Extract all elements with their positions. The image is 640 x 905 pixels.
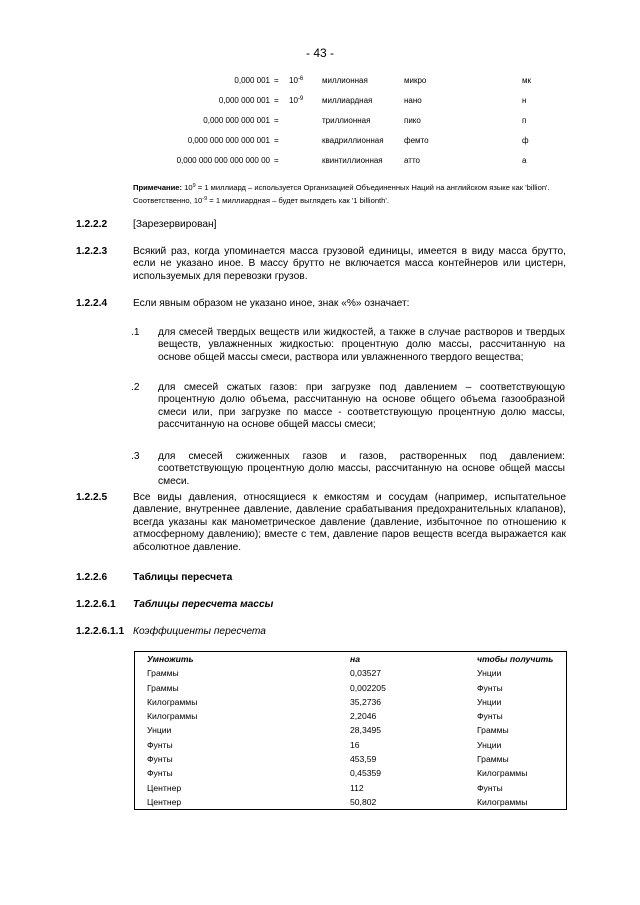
prefix-decimal: 0,000 000 001 — [218, 96, 270, 105]
list-item-text: для смесей твердых веществ или жидкостей, а также в случае растворов и твердых веществ, увлажненных жидкостью: процентную долю массы, рассчитанную на основе общей массы смеси, раствора или увлажненного твердого вещества; — [158, 327, 565, 363]
prefix-symbol: мк — [522, 76, 531, 85]
note — [133, 181, 573, 206]
table-row — [135, 666, 566, 680]
prefix-word: нано — [404, 96, 422, 105]
section-text: Всякий раз, когда упоминается масса грузовой единицы, имеется в виду масса брутто, если не указано иное. В массу брутто не включается масса контейнеров или цистерн, используемых для перевозки грузов. — [133, 246, 566, 282]
section-number: 1.2.2.6.1.1 — [76, 626, 125, 637]
prefix-decimal: 0,000 000 000 000 000 00 — [176, 156, 270, 165]
prefix-name: миллиардная — [322, 96, 373, 105]
prefix-row — [150, 96, 550, 116]
table-cell: Центнер — [147, 782, 182, 793]
table-row — [135, 795, 566, 809]
prefix-symbol: н — [522, 96, 527, 105]
prefix-name: квинтиллионная — [322, 156, 383, 165]
list-item-number: .2 — [131, 382, 140, 393]
table-cell: 0,002205 — [350, 682, 386, 693]
table-cell: Фунты — [477, 782, 503, 793]
table-cell: Фунты — [477, 711, 503, 722]
table-cell: 0,45359 — [350, 768, 382, 779]
section-number: 1.2.2.6.1 — [76, 599, 116, 610]
table-cell: Унции — [477, 739, 502, 750]
section-text: Если явным образом не указано иное, знак «%» означает: — [133, 298, 410, 309]
table-row — [135, 766, 566, 780]
section-number: 1.2.2.5 — [76, 492, 108, 503]
prefix-decimal: 0,000 000 000 001 — [203, 116, 270, 125]
table-cell: 50,802 — [350, 796, 377, 807]
table-cell: Фунты — [147, 754, 173, 765]
prefix-equals: = — [274, 136, 279, 145]
prefix-row — [150, 156, 550, 176]
prefix-power: $10^{-9}$ — [289, 96, 304, 105]
prefix-equals: = — [274, 156, 279, 165]
table-row — [135, 781, 566, 795]
prefix-word: фемто — [404, 136, 429, 145]
list-item-number: .1 — [131, 327, 140, 338]
table-cell: Килограммы — [477, 796, 528, 807]
prefix-equals: = — [274, 76, 279, 85]
section-heading: Коэффициенты пересчета — [133, 626, 266, 637]
prefix-name: квадриллионная — [322, 136, 384, 145]
section-heading: Таблицы пересчета — [133, 572, 233, 583]
table-cell: Килограммы — [147, 696, 198, 707]
table-cell: Фунты — [147, 768, 173, 779]
prefix-power: $10^{-6}$ — [289, 76, 304, 85]
table-row — [135, 681, 566, 695]
table-cell: 28,3495 — [350, 725, 382, 736]
table-row — [135, 695, 566, 709]
prefix-word: пико — [404, 116, 421, 125]
table-cell: Фунты — [477, 682, 503, 693]
prefix-row — [150, 116, 550, 136]
table-cell: Граммы — [477, 725, 509, 736]
prefix-decimal: 0,000 000 000 000 001 — [187, 136, 270, 145]
table-cell: Граммы — [147, 682, 179, 693]
section-number: 1.2.2.4 — [76, 298, 108, 309]
prefix-decimal: 0,000 001 — [234, 76, 270, 85]
column-header: чтобы получить — [477, 654, 554, 664]
table-cell: Унции — [147, 725, 172, 736]
prefix-word: атто — [404, 156, 420, 165]
table-header-row — [135, 652, 566, 666]
section-number: 1.2.2.2 — [76, 219, 108, 230]
section-text: Все виды давления, относящиеся к емкостям и сосудам (например, испытательное давление, внутреннее давление, давление срабатывания предохранительных клапанов), всегда указаны как манометрическое давление (давление, избыточное по отношению к атмосферному давлению); вместе с тем, давление паров веществ всегда выражается как абсолютное давление. — [133, 492, 566, 553]
prefix-row — [150, 136, 550, 156]
list-item-number: .3 — [131, 451, 140, 462]
table-cell: Фунты — [147, 739, 173, 750]
prefix-equals: = — [274, 96, 279, 105]
prefix-symbol: ф — [522, 136, 529, 145]
conversion-table — [134, 651, 567, 810]
column-header: на — [350, 654, 360, 664]
note-line-2: Соответственно, $10^{-9} = 1$ миллиардная – будет выглядеть как '1 billionth'. — [133, 195, 389, 205]
section-number: 1.2.2.6 — [76, 572, 108, 583]
prefix-symbol: а — [522, 156, 527, 165]
list-item-text: для смесей сжатых газов: при загрузке под давлением – соответствующую процентную долю объема, рассчитанную на основе общего объема газообразной смеси или, при загрузке по массе - соответствующую процентную долю массы, рассчитанную на основе общей массы смеси; — [158, 382, 565, 431]
prefix-row — [150, 76, 550, 96]
table-cell: Центнер — [147, 796, 182, 807]
table-cell: 16 — [350, 739, 360, 750]
prefix-equals: = — [274, 116, 279, 125]
table-cell: 0,03527 — [350, 668, 382, 679]
column-header: Умножить — [147, 654, 194, 664]
table-row — [135, 738, 566, 752]
table-cell: Граммы — [477, 754, 509, 765]
prefix-word: микро — [404, 76, 427, 85]
table-row — [135, 709, 566, 723]
table-cell: 35,2736 — [350, 696, 382, 707]
table-row — [135, 723, 566, 737]
table-cell: Граммы — [147, 668, 179, 679]
prefix-symbol: п — [522, 116, 527, 125]
section-heading: Таблицы пересчета массы — [133, 599, 274, 610]
table-row — [135, 752, 566, 766]
table-cell: Унции — [477, 668, 502, 679]
table-cell: 112 — [350, 782, 364, 793]
note-line-1: Примечание: $10^9 = 1$ миллиард – используется Организацией Объединенных Наций на английском языке как 'billion'. — [133, 183, 550, 192]
table-cell: Унции — [477, 696, 502, 707]
section-text: [Зарезервирован] — [133, 219, 217, 230]
section-number: 1.2.2.3 — [76, 246, 108, 257]
prefix-name: триллионная — [322, 116, 371, 125]
table-cell: 2,2046 — [350, 711, 377, 722]
prefix-table — [150, 76, 550, 176]
list-item-text: для смесей сжиженных газов и газов, растворенных под давлением: соответствующую процентную долю массы, рассчитанную на основе общей массы смеси. — [158, 451, 565, 487]
table-cell: 453,59 — [350, 754, 377, 765]
page-number: - 43 - — [305, 46, 334, 60]
table-cell: Килограммы — [477, 768, 528, 779]
table-cell: Килограммы — [147, 711, 198, 722]
prefix-name: миллионная — [322, 76, 368, 85]
